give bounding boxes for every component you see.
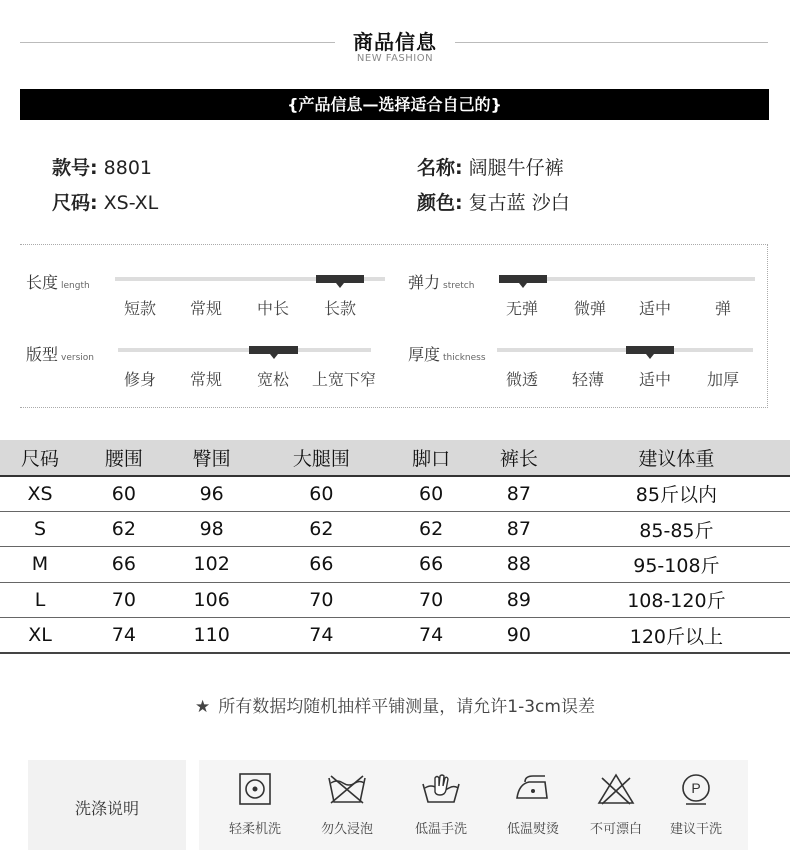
thigh-cell: 62 <box>256 511 388 546</box>
info-color-label: 颜色: <box>417 192 463 214</box>
attr-thickness-marker <box>626 346 674 354</box>
star-icon: ★ <box>195 697 211 717</box>
length-cell: 89 <box>475 582 563 617</box>
wash-item-label: 勿久浸泡 <box>320 822 373 837</box>
weight-cell: 108-120斤 <box>563 582 790 617</box>
table-row <box>0 582 790 617</box>
info-style-value: 8801 <box>103 157 153 179</box>
attr-version-marker <box>249 346 298 354</box>
size-cell: S <box>0 511 80 546</box>
hip-cell: 96 <box>168 476 256 511</box>
attr-version-option: 上宽下窄 <box>311 370 376 389</box>
thigh-cell: 74 <box>256 618 388 653</box>
attr-stretch-option: 弹 <box>714 299 731 318</box>
page-title: 商品信息 <box>353 30 437 54</box>
weight-cell: 85斤以内 <box>563 476 790 511</box>
attr-thickness-option: 轻薄 <box>571 370 604 389</box>
attr-version-track <box>118 348 371 352</box>
hip-cell: 102 <box>168 547 256 582</box>
size-col-header: 大腿围 <box>256 440 388 476</box>
thigh-cell: 70 <box>256 582 388 617</box>
hem-cell: 66 <box>387 547 475 582</box>
dry-clean-icon <box>678 772 714 806</box>
no-bleach-icon <box>596 772 636 806</box>
table-row <box>0 618 790 653</box>
size-col-header: 裤长 <box>475 440 563 476</box>
wash-item-dry-clean <box>651 772 741 837</box>
info-name-label: 名称: <box>417 157 463 179</box>
table-row <box>0 547 790 582</box>
size-table-header <box>0 440 790 476</box>
size-cell: L <box>0 582 80 617</box>
hem-cell: 74 <box>387 618 475 653</box>
info-name-value: 阔腿牛仔裤 <box>468 157 564 179</box>
size-col-header: 臀围 <box>168 440 256 476</box>
attr-stretch-option: 无弹 <box>505 299 538 318</box>
size-col-header: 脚口 <box>387 440 475 476</box>
attr-stretch-option: 适中 <box>638 299 671 318</box>
hand-wash-icon <box>419 772 463 806</box>
attr-stretch-marker <box>499 275 547 283</box>
hem-cell: 60 <box>387 476 475 511</box>
wash-item-hand-wash <box>396 772 486 837</box>
attr-length-option: 中长 <box>256 299 289 318</box>
weight-cell: 120斤以上 <box>563 618 790 653</box>
length-cell: 90 <box>475 618 563 653</box>
attr-version-option: 修身 <box>123 370 156 389</box>
info-color-value: 复古蓝 沙白 <box>468 192 570 214</box>
table-row <box>0 511 790 546</box>
info-style-number <box>52 153 152 180</box>
page-subtitle: NEW FASHION <box>356 53 434 64</box>
length-cell: 87 <box>475 511 563 546</box>
waist-cell: 70 <box>80 582 168 617</box>
gentle-machine-wash-icon <box>237 772 273 806</box>
no-soak-icon <box>325 772 369 806</box>
attr-thickness-option: 微透 <box>505 370 538 389</box>
attr-length-option: 常规 <box>189 299 222 318</box>
thigh-cell: 66 <box>256 547 388 582</box>
info-size-label: 尺码: <box>52 192 98 214</box>
size-table <box>0 440 790 654</box>
measurement-note-text: 所有数据均随机抽样平铺测量，请允许1-3cm误差 <box>218 697 595 717</box>
table-row <box>0 476 790 511</box>
waist-cell: 62 <box>80 511 168 546</box>
attr-thickness-label: 厚度 thickness <box>408 345 486 364</box>
attr-stretch-label: 弹力 stretch <box>408 273 475 292</box>
measurement-note <box>0 692 790 717</box>
attr-length-option: 长款 <box>323 299 356 318</box>
info-color <box>417 188 570 215</box>
wash-item-label: 建议干洗 <box>669 822 722 837</box>
wash-item-label: 低温熨烫 <box>506 822 559 837</box>
hip-cell: 110 <box>168 618 256 653</box>
hip-cell: 106 <box>168 582 256 617</box>
waist-cell: 74 <box>80 618 168 653</box>
wash-item-gentle-machine <box>210 772 300 837</box>
size-col-header: 建议体重 <box>563 440 790 476</box>
hem-cell: 62 <box>387 511 475 546</box>
attr-thickness-track <box>497 348 753 352</box>
size-cell: M <box>0 547 80 582</box>
wash-item-label: 轻柔机洗 <box>228 822 281 837</box>
washing-title: 洗涤说明 <box>74 799 139 818</box>
info-size-range <box>52 188 158 215</box>
attr-length-label: 长度 length <box>26 273 90 292</box>
dry-clean-symbol: P <box>691 780 701 796</box>
wash-item-low-iron <box>488 772 578 837</box>
section-banner: {产品信息—选择适合自己的} <box>20 89 769 120</box>
wash-item-no-soak <box>302 772 392 837</box>
attr-thickness-option: 适中 <box>638 370 671 389</box>
size-cell: XL <box>0 618 80 653</box>
wash-item-label: 低温手洗 <box>414 822 467 837</box>
attr-stretch-option: 微弹 <box>573 299 606 318</box>
info-size-value: XS-XL <box>103 192 159 214</box>
length-cell: 87 <box>475 476 563 511</box>
wash-item-label: 不可漂白 <box>589 822 642 837</box>
attr-length-option: 短款 <box>123 299 156 318</box>
attr-length-marker <box>316 275 364 283</box>
weight-cell: 85-85斤 <box>563 511 790 546</box>
attr-version-label: 版型 version <box>26 345 94 364</box>
weight-cell: 95-108斤 <box>563 547 790 582</box>
waist-cell: 60 <box>80 476 168 511</box>
hem-cell: 70 <box>387 582 475 617</box>
waist-cell: 66 <box>80 547 168 582</box>
size-cell: XS <box>0 476 80 511</box>
wash-item-no-bleach <box>571 772 661 837</box>
hip-cell: 98 <box>168 511 256 546</box>
size-col-header: 腰围 <box>80 440 168 476</box>
attr-version-option: 常规 <box>189 370 222 389</box>
length-cell: 88 <box>475 547 563 582</box>
size-col-header: 尺码 <box>0 440 80 476</box>
low-iron-icon <box>511 772 555 806</box>
info-product-name <box>417 153 564 180</box>
info-style-label: 款号: <box>52 157 98 179</box>
thigh-cell: 60 <box>256 476 388 511</box>
attr-thickness-option: 加厚 <box>706 370 739 389</box>
attr-version-option: 宽松 <box>256 370 289 389</box>
